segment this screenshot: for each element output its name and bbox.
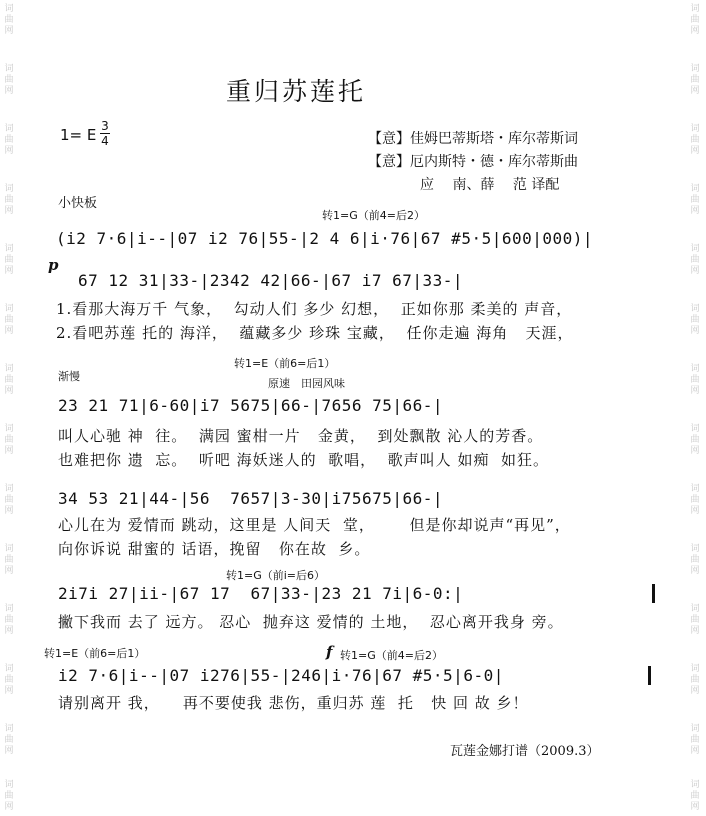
modulation-mark: 转1=E（前6=后1） <box>234 357 336 370</box>
lyric-line: 向你诉说 甜蜜的 话语，挽留 你在故 乡。 <box>58 540 371 558</box>
watermark-text: 词曲网 <box>690 664 700 696</box>
lyric-line: 请别离开 我， 再不要使我 悲伤，重归苏 莲 托 快 回 故 乡！ <box>58 694 529 712</box>
key-signature: 1= E <box>60 126 97 144</box>
watermark-text: 词曲网 <box>4 184 14 216</box>
modulation-mark: 转1=E（前6=后1） <box>44 647 146 660</box>
lyric-line: 心儿在为 爱情而 跳动，这里是 人间天 堂， 但是你却说声“再见”， <box>58 516 571 534</box>
watermark-text: 词曲网 <box>4 64 14 96</box>
watermark-text: 词曲网 <box>4 780 14 812</box>
watermark-text: 词曲网 <box>4 604 14 636</box>
time-denominator: 4 <box>101 134 109 148</box>
watermark-text: 词曲网 <box>4 244 14 276</box>
watermark-text: 词曲网 <box>690 4 700 36</box>
watermark-text: 词曲网 <box>690 304 700 336</box>
lyricist-credit: 【意】佳姆巴蒂斯塔・库尔蒂斯词 <box>368 131 578 147</box>
notation-line: (i2 7·6|i--|07 i2 76|55-|2 4 6|i·76|67 #5·5|600|000)| <box>56 229 594 248</box>
watermark-text: 词曲网 <box>690 604 700 636</box>
dynamic-marking: f <box>326 643 333 661</box>
watermark-text: 词曲网 <box>4 484 14 516</box>
time-signature <box>100 120 110 147</box>
translator-credit: 应 南、薛 范 译配 <box>420 177 560 193</box>
lyric-line: 1.看那大海万千 气象， 勾动人们 多少 幻想， 正如你那 柔美的 声音， <box>56 300 573 318</box>
transcriber-credit: 瓦莲金娜打谱（2009.3） <box>450 744 600 759</box>
watermark-text: 词曲网 <box>4 304 14 336</box>
notation-line: 23 21 71|6-60|i7 5675|66-|7656 75|66-| <box>58 396 444 415</box>
composer-credit: 【意】厄内斯特・德・库尔蒂斯曲 <box>368 154 578 170</box>
notation-line: 67 12 31|33-|2342 42|66-|67 i7 67|33-| <box>78 271 464 290</box>
watermark-text: 词曲网 <box>690 124 700 156</box>
watermark-text: 词曲网 <box>690 780 700 812</box>
expression-marking: 原速 田园风味 <box>268 377 345 390</box>
watermark-text: 词曲网 <box>690 544 700 576</box>
notation-line: i2 7·6|i--|07 i276|55-|246|i·76|67 #5·5|6-0| <box>58 666 504 685</box>
modulation-mark: 转1=G（前4=后2） <box>322 209 425 222</box>
watermark-text: 词曲网 <box>4 724 14 756</box>
watermark-text: 词曲网 <box>690 724 700 756</box>
watermark-text: 词曲网 <box>4 424 14 456</box>
watermark-text: 词曲网 <box>4 664 14 696</box>
lyric-line: 撇下我而 去了 远方。 忍心 抛弃这 爱情的 土地， 忍心离开我身 旁。 <box>58 613 564 631</box>
lyric-line: 也难把你 遗 忘。 听吧 海妖迷人的 歌唱， 歌声叫人 如痴 如狂。 <box>58 451 549 469</box>
watermark-text: 词曲网 <box>4 4 14 36</box>
watermark-text: 词曲网 <box>690 64 700 96</box>
watermark-text: 词曲网 <box>690 424 700 456</box>
final-barline <box>648 666 651 685</box>
tempo-marking: 小快板 <box>58 196 98 211</box>
modulation-mark: 转1=G（前4=后2） <box>340 649 443 662</box>
lyric-line: 2.看吧苏莲 托的 海洋， 蕴藏多少 珍珠 宝藏， 任你走遍 海角 天涯， <box>56 324 574 342</box>
watermark-text: 词曲网 <box>690 184 700 216</box>
watermark-text: 词曲网 <box>690 484 700 516</box>
watermark-text: 词曲网 <box>690 364 700 396</box>
watermark-text: 词曲网 <box>4 544 14 576</box>
time-numerator: 3 <box>101 119 109 133</box>
song-title: 重归苏莲托 <box>226 77 367 106</box>
repeat-barline <box>652 584 655 603</box>
notation-line: 2i7i 27|ii-|67 17 67|33-|23 21 7i|6-0:| <box>58 584 464 603</box>
watermark-text: 词曲网 <box>690 244 700 276</box>
lyric-line: 叫人心驰 神 往。 满园 蜜柑一片 金黄， 到处飘散 沁人的芳香。 <box>58 427 544 445</box>
dynamic-marking: p <box>48 256 59 274</box>
expression-marking: 渐慢 <box>58 370 80 383</box>
watermark-text: 词曲网 <box>4 124 14 156</box>
watermark-text: 词曲网 <box>4 364 14 396</box>
notation-line: 34 53 21|44-|56 7657|3-30|i75675|66-| <box>58 489 444 508</box>
modulation-mark: 转1=G（前i=后6） <box>226 569 326 582</box>
